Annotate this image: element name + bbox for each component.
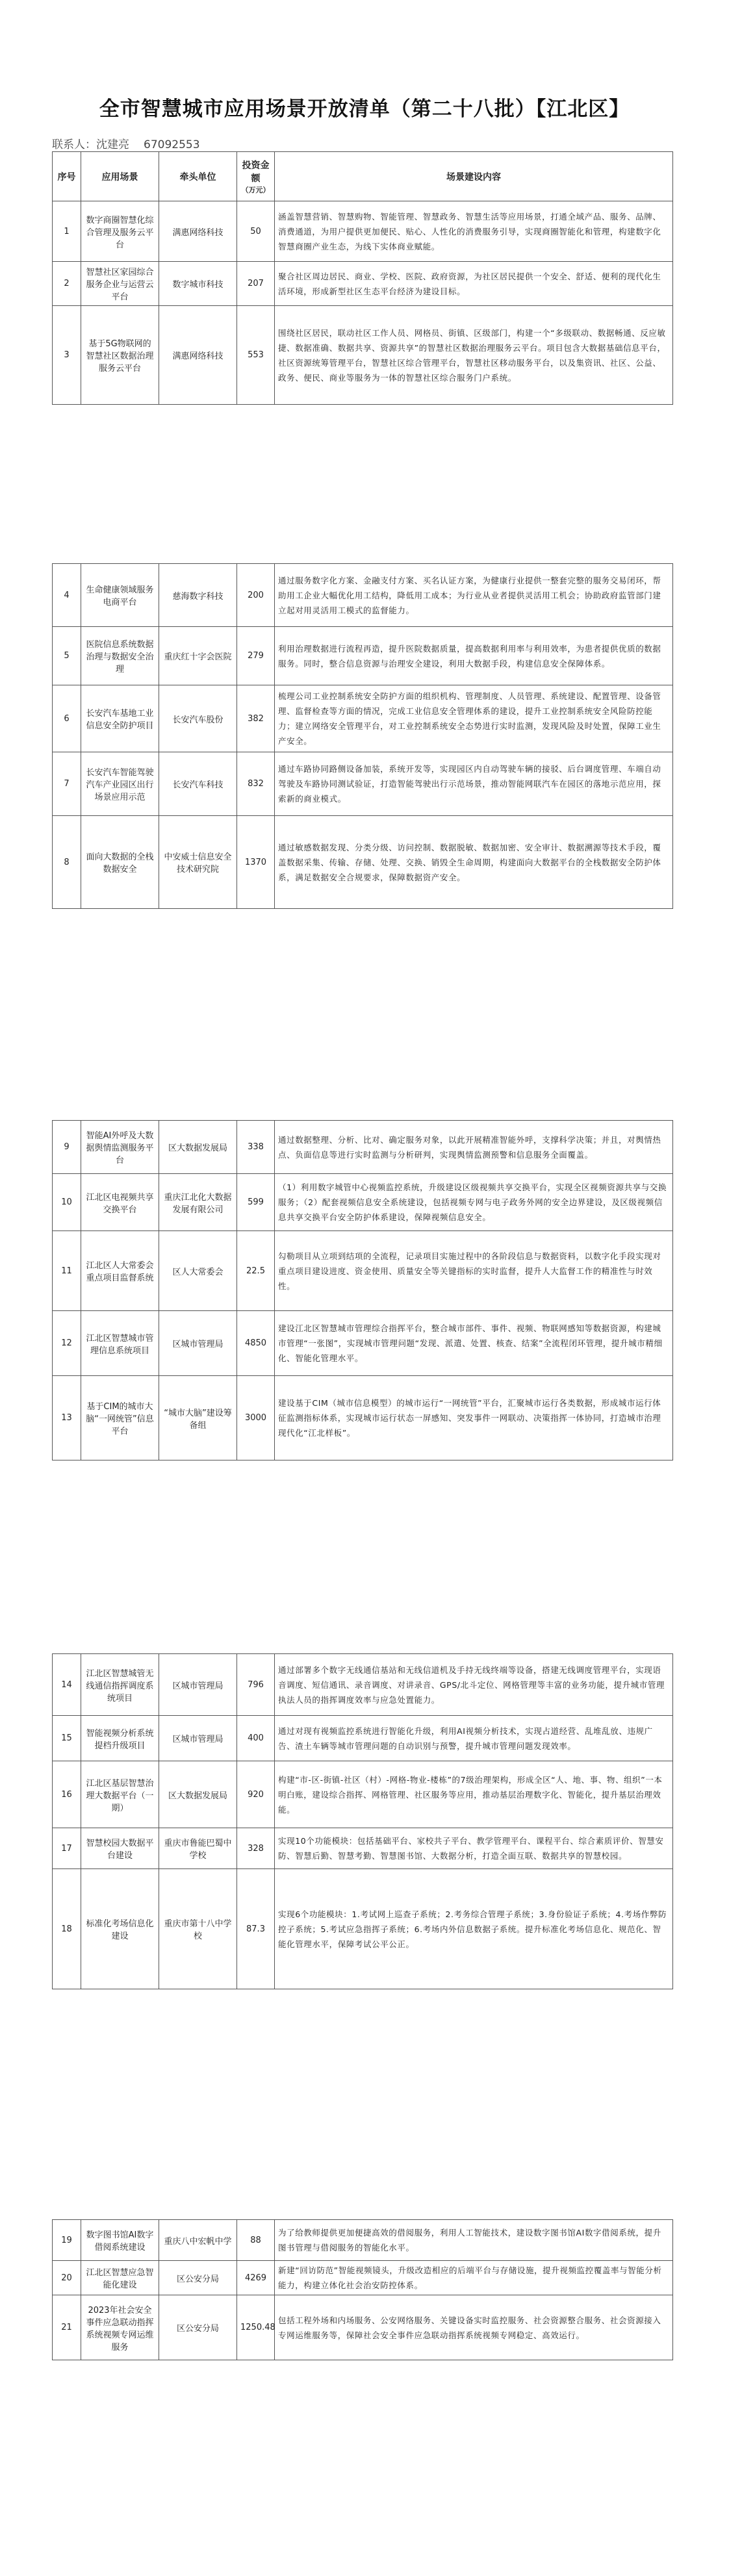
row-content: 通过对现有视频监控系统进行智能化升级，利用AI视频分析技术，实现占道经营、乱堆乱放、违规广告、渣土车辆等城市管理问题的自动识别与预警，提升城市管理问题发现效率。 <box>275 1716 673 1761</box>
table-row <box>53 1174 673 1231</box>
row-lead: 区城市管理局 <box>159 1311 237 1376</box>
row-content: 实现10个功能模块：包括基础平台、家校共子平台、教学管理平台、课程平台、综合素质评价、智慧安防、智慧后勤、智慧考勤、智慧图书馆、大数据分析，打造全面互联、数据共享的智慧校园。 <box>275 1828 673 1869</box>
row-no: 2 <box>53 262 81 306</box>
project-table-section-4 <box>52 1653 673 1989</box>
row-no: 18 <box>53 1869 81 1989</box>
row-no: 15 <box>53 1716 81 1761</box>
row-scene: 基于CIM的城市大脑“一网统管”信息平台 <box>81 1376 159 1460</box>
row-scene: 标准化考场信息化建设 <box>81 1869 159 1989</box>
project-table-section-5 <box>52 2219 673 2360</box>
row-content: 聚合社区周边居民、商业、学校、医院、政府资源，为社区居民提供一个安全、舒适、便利的现代化生活环境，形成新型社区生态平台经济为建设目标。 <box>275 262 673 306</box>
table-row <box>53 262 673 306</box>
table-row <box>53 201 673 262</box>
row-lead: 长安汽车科技 <box>159 752 237 816</box>
row-amount: 88 <box>237 2220 275 2261</box>
header-amount-unit: （万元） <box>241 185 270 194</box>
row-lead: 区公安分局 <box>159 2295 237 2360</box>
row-content: 通过服务数字化方案、金融支付方案、买名认证方案，为健康行业提供一整套完整的服务交易闭环，帮助用工企业大幅优化用工结构，降低用工成本；为行业从业者提供灵活用工机会；协助政府监管部门建立起对用灵活用工模式的监督能力。 <box>275 564 673 627</box>
page-title: 全市智慧城市应用场景开放清单（第二十八批）【江北区】 <box>99 97 630 121</box>
row-content: 包括工程外场和内场服务、公安网络服务、关键设备实时监控服务、社会资源整合服务、社会资源接入专网运维服务等，保障社会安全事件应急联动指挥系统视频专网稳定、高效运行。 <box>275 2295 673 2360</box>
row-lead: 数字城市科技 <box>159 262 237 306</box>
contact-person: 联系人：沈建亮 <box>52 138 129 151</box>
row-no: 3 <box>53 306 81 405</box>
row-content: 通过车路协同路侧设备加装，系统开发等，实现园区内自动驾驶车辆的接驳、后台调度管理、车端自动驾驶及车路协同测试验证，打造智能驾驶出行示范场景，推动智能网联汽车在园区的落地示范应用，探索新的商业模式。 <box>275 752 673 816</box>
row-no: 12 <box>53 1311 81 1376</box>
table-row <box>53 1869 673 1989</box>
table-row <box>53 816 673 909</box>
row-lead: 中安威士信息安全技术研究院 <box>159 816 237 909</box>
table-row <box>53 1654 673 1716</box>
row-amount: 920 <box>237 1761 275 1828</box>
row-no: 5 <box>53 627 81 685</box>
row-no: 16 <box>53 1761 81 1828</box>
row-content: 勾勒项目从立项到结项的全流程，记录项目实施过程中的各阶段信息与数据资料，以数字化手段实现对重点项目建设进度、资金使用、质量安全等关键指标的实时监督，提升人大监督工作的精准性与时效性。 <box>275 1231 673 1311</box>
row-content: 建设江北区智慧城市管理综合指挥平台，整合城市部件、事件、视频、物联网感知等数据资源，构建城市管理“一张图”，实现城市管理问题“发现、派遣、处置、核查、结案”全流程闭环管理，提升城市精细化、智能化管理水平。 <box>275 1311 673 1376</box>
row-lead: 满惠网络科技 <box>159 306 237 405</box>
row-no: 6 <box>53 685 81 752</box>
row-scene: 江北区人大常委会重点项目监督系统 <box>81 1231 159 1311</box>
row-lead: 长安汽车股份 <box>159 685 237 752</box>
table-row <box>53 2295 673 2360</box>
table-row <box>53 1376 673 1460</box>
row-no: 19 <box>53 2220 81 2261</box>
row-scene: 数字商圈智慧化综合管理及服务云平台 <box>81 201 159 262</box>
table-row <box>53 752 673 816</box>
row-amount: 22.5 <box>237 1231 275 1311</box>
row-no: 21 <box>53 2295 81 2360</box>
row-no: 7 <box>53 752 81 816</box>
row-no: 4 <box>53 564 81 627</box>
header-amount-label: 投资金额 <box>242 160 270 184</box>
row-no: 20 <box>53 2261 81 2295</box>
row-scene: 2023年社会安全事件应急联动指挥系统视频专网运维服务 <box>81 2295 159 2360</box>
table-row <box>53 1716 673 1761</box>
row-lead: 区公安分局 <box>159 2261 237 2295</box>
row-amount: 1370 <box>237 816 275 909</box>
row-content: 构建“市-区-街镇-社区（村）-网格-物业-楼栋”的7级治理架构，形成全区“人、地、事、物、组织”一本明白账，建设综合指挥、网格管理、社区服务等应用，推动基层治理数字化、智能化，提升基层治理效能。 <box>275 1761 673 1828</box>
row-no: 17 <box>53 1828 81 1869</box>
row-content: （1）利用数字城管中心视频监控系统，升级建设区级视频共享交换平台，实现全区视频资源共享与交换服务；（2）配套视频信息安全系统建设，包括视频专网与电子政务外网的安全边界建设，及区级视频信息共享交换平台安全防护体系建设，保障视频信息安全。 <box>275 1174 673 1231</box>
project-table-section-2 <box>52 563 673 909</box>
row-amount: 328 <box>237 1828 275 1869</box>
row-scene: 基于5G物联网的智慧社区数据治理服务云平台 <box>81 306 159 405</box>
row-content: 通过数据整理、分析、比对、确定服务对象，以此开展精准智能外呼，支撑科学决策；并且，对舆情热点、负面信息等进行实时监测与分析研判，实现舆情监测预警和信息服务全面覆盖。 <box>275 1121 673 1174</box>
row-lead: 重庆红十字会医院 <box>159 627 237 685</box>
row-content: 新建“回访防范”智能视频镜头，升级改造相应的后端平台与存储设施，提升视频监控覆盖率与智能分析能力，构建立体化社会治安防控体系。 <box>275 2261 673 2295</box>
row-lead: 区大数据发展局 <box>159 1121 237 1174</box>
row-amount: 279 <box>237 627 275 685</box>
row-scene: 生命健康领域服务电商平台 <box>81 564 159 627</box>
row-lead: 区城市管理局 <box>159 1654 237 1716</box>
row-content: 为了给教师提供更加便捷高效的借阅服务，利用人工智能技术，建设数字图书馆AI数字借阅系统，提升图书管理与借阅服务的智能化水平。 <box>275 2220 673 2261</box>
row-content: 涵盖智慧营销、智慧购物、智能管理、智慧政务、智慧生活等应用场景，打通全域产品、服务、品牌、消费通道，为用户提供更加便民、贴心、人性化的消费服务引导，实现商圈智能化和管理，构建数字化智慧商圈产业生态，为线下实体商业赋能。 <box>275 201 673 262</box>
table-row <box>53 1121 673 1174</box>
row-lead: 重庆江北化大数据发展有限公司 <box>159 1174 237 1231</box>
project-table-section-3 <box>52 1120 673 1460</box>
row-scene: 面向大数据的全栈数据安全 <box>81 816 159 909</box>
row-amount: 50 <box>237 201 275 262</box>
table-row <box>53 685 673 752</box>
header-no: 序号 <box>53 152 81 201</box>
contact-phone: 67092553 <box>144 138 200 151</box>
project-table-section-1 <box>52 151 673 405</box>
row-amount: 87.3 <box>237 1869 275 1989</box>
row-lead: 重庆八中宏帆中学 <box>159 2220 237 2261</box>
row-content: 通过敏感数据发现、分类分级、访问控制、数据脱敏、数据加密、安全审计、数据溯源等技术手段，覆盖数据采集、传输、存储、处理、交换、销毁全生命周期，构建面向大数据平台的全栈数据安全防护体系，满足数据安全合规要求，保障数据资产安全。 <box>275 816 673 909</box>
row-no: 1 <box>53 201 81 262</box>
row-content: 通过部署多个数字无线通信基站和无线信道机及手持无线终端等设备，搭建无线调度管理平台，实现语音调度、短信通讯、录音调度、对讲录音、GPS/北斗定位、网格管理等丰富的业务功能，提升城市管理执法人员的指挥调度效率与应急处置能力。 <box>275 1654 673 1716</box>
row-lead: 慈海数字科技 <box>159 564 237 627</box>
row-amount: 4850 <box>237 1311 275 1376</box>
table-row <box>53 627 673 685</box>
row-scene: 江北区智慧应急智能化建设 <box>81 2261 159 2295</box>
row-lead: 区人大常委会 <box>159 1231 237 1311</box>
row-scene: 智慧校园大数据平台建设 <box>81 1828 159 1869</box>
row-scene: 长安汽车智能驾驶汽车产业园区出行场景应用示范 <box>81 752 159 816</box>
contact-line <box>52 135 200 151</box>
row-content: 实现6个功能模块：1.考试网上巡查子系统；2.考务综合管理子系统；3.身份验证子系统；4.考场作弊防控子系统；5.考试应急指挥子系统；6.考场内外信息数据子系统。提升标准化考场信息化、规范化、智能化管理水平，保障考试公平公正。 <box>275 1869 673 1989</box>
row-lead: 重庆市第十八中学校 <box>159 1869 237 1989</box>
row-amount: 832 <box>237 752 275 816</box>
row-scene: 长安汽车基地工业信息安全防护项目 <box>81 685 159 752</box>
row-amount: 382 <box>237 685 275 752</box>
row-lead: 区城市管理局 <box>159 1716 237 1761</box>
row-scene: 医院信息系统数据治理与数据安全治理 <box>81 627 159 685</box>
header-content: 场景建设内容 <box>275 152 673 201</box>
row-no: 9 <box>53 1121 81 1174</box>
row-content: 建设基于CIM（城市信息模型）的城市运行“一网统管”平台，汇聚城市运行各类数据，形成城市运行体征监测指标体系，实现城市运行状态一屏感知、突发事件一网联动、决策指挥一体协同，打造城市治理现代化“江北样板”。 <box>275 1376 673 1460</box>
table-row <box>53 1231 673 1311</box>
header-amount <box>237 152 275 201</box>
row-scene: 江北区智慧城市管理信息系统项目 <box>81 1311 159 1376</box>
row-content: 围绕社区居民，联动社区工作人员、网格员、街镇、区级部门，构建一个“多级联动、数据畅通、反应敏捷、数据准确、数据共享、资源共享”的智慧社区数据治理服务云平台。项目包含大数据基础信息平台，社区资源统筹管理平台，智慧社区综合管理平台，智慧社区移动服务平台，以及集资讯、社区、公益、政务、便民、商业等服务为一体的智慧社区综合服务门户系统。 <box>275 306 673 405</box>
table-row <box>53 2261 673 2295</box>
row-amount: 338 <box>237 1121 275 1174</box>
row-no: 14 <box>53 1654 81 1716</box>
header-scene: 应用场景 <box>81 152 159 201</box>
row-amount: 553 <box>237 306 275 405</box>
row-scene: 江北区基层智慧治理大数据平台（一期） <box>81 1761 159 1828</box>
row-lead: 区大数据发展局 <box>159 1761 237 1828</box>
row-lead: “城市大脑”建设筹备组 <box>159 1376 237 1460</box>
row-lead: 满惠网络科技 <box>159 201 237 262</box>
row-scene: 智能AI外呼及大数据舆情监测服务平台 <box>81 1121 159 1174</box>
table-row <box>53 1311 673 1376</box>
row-no: 13 <box>53 1376 81 1460</box>
row-scene: 江北区电视频共享交换平台 <box>81 1174 159 1231</box>
row-content: 梳理公司工业控制系统安全防护方面的组织机构、管理制度、人员管理、系统建设、配置管理、设备管理、监督检查等方面的情况，完成工业信息安全管理体系的建设，提升工业控制系统安全风险防控能力；建立网络安全管理平台，对工业控制系统安全态势进行实时监测，发现风险及时处置，保障工业生产安全。 <box>275 685 673 752</box>
row-amount: 1250.48 <box>237 2295 275 2360</box>
row-scene: 江北区智慧城管无线通信指挥调度系统项目 <box>81 1654 159 1716</box>
row-amount: 200 <box>237 564 275 627</box>
row-amount: 796 <box>237 1654 275 1716</box>
table-row <box>53 306 673 405</box>
row-amount: 4269 <box>237 2261 275 2295</box>
row-no: 10 <box>53 1174 81 1231</box>
table-row <box>53 1828 673 1869</box>
row-no: 8 <box>53 816 81 909</box>
row-scene: 智慧社区家园综合服务企业与运营云平台 <box>81 262 159 306</box>
header-lead: 牵头单位 <box>159 152 237 201</box>
row-content: 利用治理数据进行流程再造，提升医院数据质量，提高数据利用率与利用效率，为患者提供优质的数据服务。同时，整合信息资源与治理安全建设，利用大数据手段，构建信息安全保障体系。 <box>275 627 673 685</box>
row-scene: 数字图书馆AI数字借阅系统建设 <box>81 2220 159 2261</box>
table-row <box>53 2220 673 2261</box>
row-amount: 400 <box>237 1716 275 1761</box>
table-row <box>53 1761 673 1828</box>
row-scene: 智能视频分析系统提档升级项目 <box>81 1716 159 1761</box>
table-row <box>53 564 673 627</box>
row-no: 11 <box>53 1231 81 1311</box>
row-lead: 重庆市鲁能巴蜀中学校 <box>159 1828 237 1869</box>
row-amount: 3000 <box>237 1376 275 1460</box>
table-header-row <box>53 152 673 201</box>
row-amount: 207 <box>237 262 275 306</box>
row-amount: 599 <box>237 1174 275 1231</box>
